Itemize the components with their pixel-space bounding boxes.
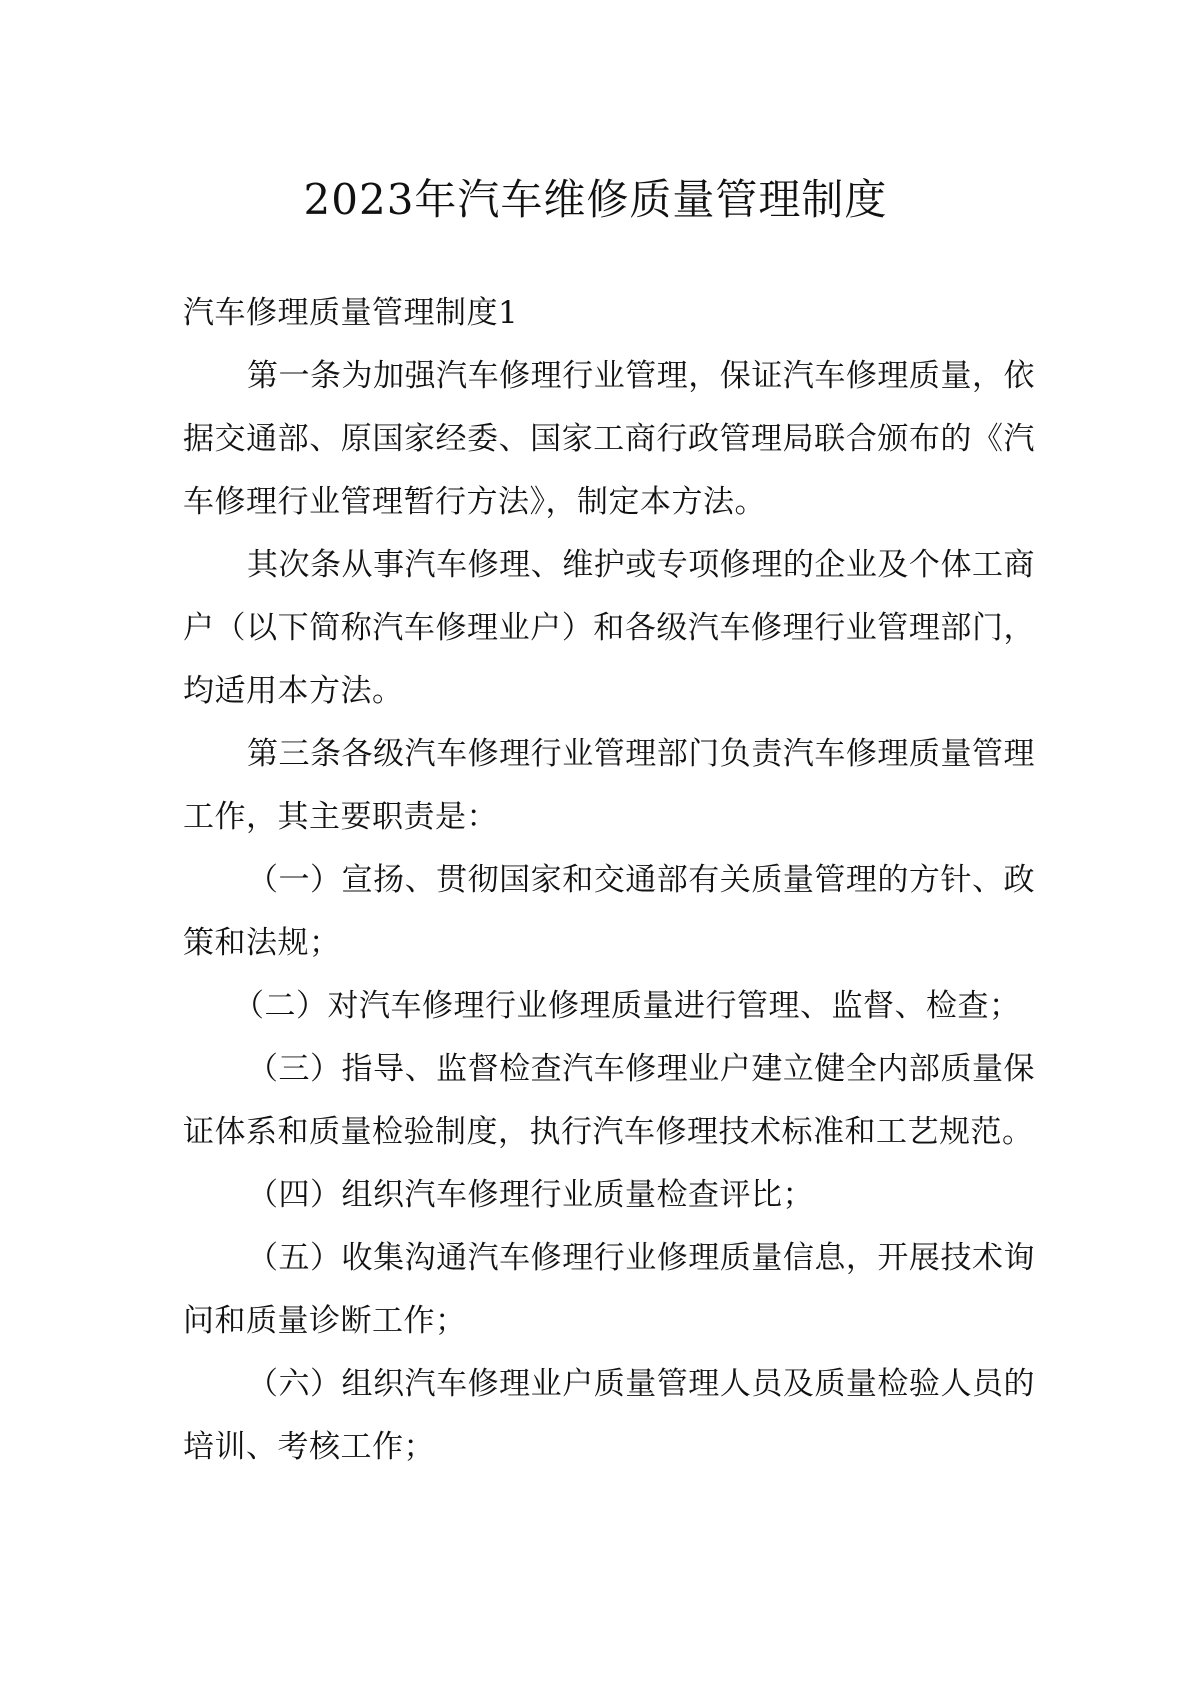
- paragraph-item-5: （五）收集沟通汽车修理行业修理质量信息，开展技术询问和质量诊断工作；: [183, 1240, 1035, 1339]
- paragraph-article-3: 第三条各级汽车修理行业管理部门负责汽车修理质量管理工作，其主要职责是：: [183, 736, 1035, 835]
- paragraph-item-2: （二）对汽车修理行业修理质量进行管理、监督、检查；: [233, 988, 1021, 1024]
- paragraph-item-4: （四）组织汽车修理行业质量检查评比；: [247, 1177, 814, 1213]
- paragraph-item-1: （一）宣扬、贯彻国家和交通部有关质量管理的方针、政策和法规；: [183, 862, 1035, 961]
- paragraph-item-3: （三）指导、监督检查汽车修理业户建立健全内部质量保证体系和质量检验制度，执行汽车修理技术标准和工艺规范。: [183, 1051, 1035, 1150]
- section-heading: 汽车修理质量管理制度1: [183, 295, 519, 331]
- paragraph-article-1: 第一条为加强汽车修理行业管理，保证汽车修理质量，依据交通部、原国家经委、国家工商行政管理局联合颁布的《汽车修理行业管理暂行方法》，制定本方法。: [183, 358, 1035, 520]
- paragraph-article-2: 其次条从事汽车修理、维护或专项修理的企业及个体工商户（以下简称汽车修理业户）和各级汽车修理行业管理部门，均适用本方法。: [183, 547, 1035, 709]
- paragraph-item-6: （六）组织汽车修理业户质量管理人员及质量检验人员的培训、考核工作；: [183, 1366, 1035, 1465]
- document-body: [183, 282, 1035, 1479]
- document-title: 2023年汽车维修质量管理制度: [303, 175, 888, 224]
